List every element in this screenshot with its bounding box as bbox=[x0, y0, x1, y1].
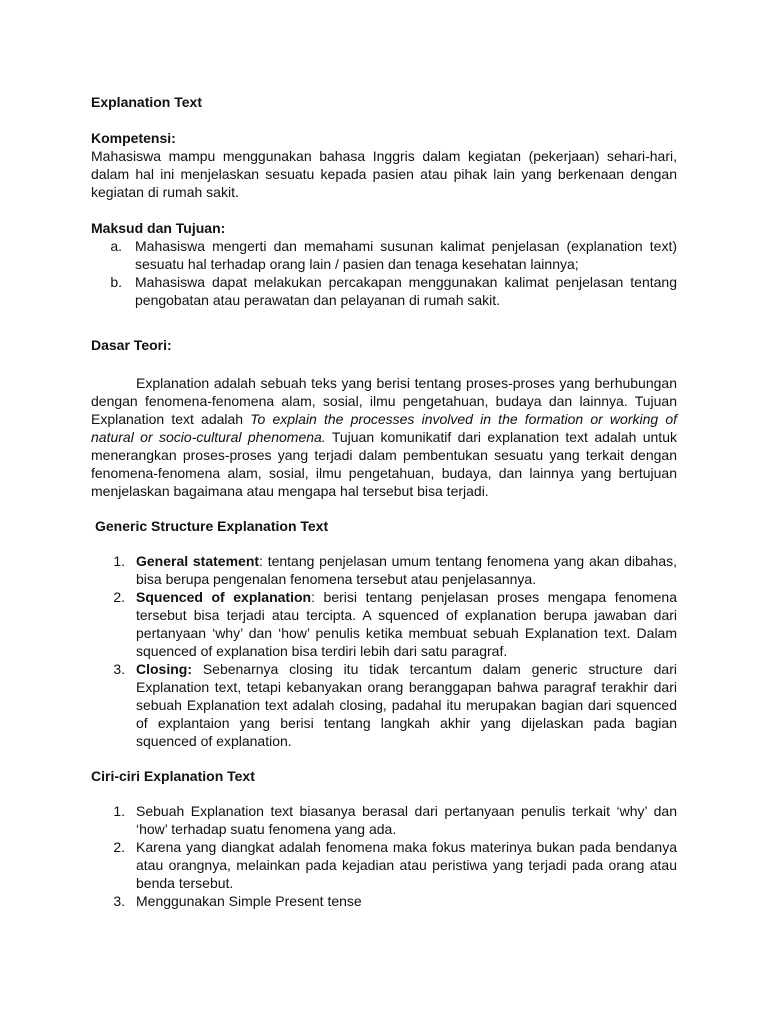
generic-list bbox=[91, 552, 677, 750]
list-item-term: General statement bbox=[136, 553, 260, 569]
list-item bbox=[91, 660, 677, 750]
list-marker: b. bbox=[110, 274, 122, 290]
list-item bbox=[91, 802, 677, 838]
document-page bbox=[91, 93, 677, 910]
list-item-text: Karena yang diangkat adalah fenomena maka fokus materinya bukan pada bendanya atau orangnya, melainkan pada kejadian atau peristiwa yang terjadi pada orang atau benda tersebut. bbox=[136, 839, 677, 891]
list-item bbox=[91, 273, 677, 309]
list-item-text: Sebuah Explanation text biasanya berasal dari pertanyaan penulis terkait ‘why’ dan ‘how’ terhadap suatu fenomena yang ada. bbox=[136, 803, 677, 837]
list-item bbox=[91, 237, 677, 273]
list-item-text: Mahasiswa mengerti dan memahami susunan kalimat penjelasan (explanation text) sesuatu hal terhadap orang lain / pasien dan tenaga kesehatan lainnya; bbox=[135, 238, 677, 272]
dasar-text-part1: Explanation adalah sebuah teks yang berisi tentang proses-proses yang berhubungan dengan fenomena-fenomena alam, sosial, ilmu pengetahuan, budaya dan lainnya. Tujuan Explanation text adalah bbox=[91, 375, 677, 427]
list-item bbox=[91, 552, 677, 588]
list-marker: 3. bbox=[113, 661, 125, 677]
list-item-text: Menggunakan Simple Present tense bbox=[136, 893, 362, 909]
list-marker: 2. bbox=[113, 839, 125, 855]
list-item bbox=[91, 838, 677, 892]
dasar-heading: Dasar Teori: bbox=[91, 337, 172, 353]
kompetensi-heading: Kompetensi: bbox=[91, 130, 176, 146]
list-item bbox=[91, 588, 677, 660]
list-marker: 3. bbox=[113, 893, 125, 909]
list-item-term: Closing: bbox=[136, 661, 192, 677]
list-marker: 1. bbox=[113, 803, 125, 819]
list-marker: 2. bbox=[113, 589, 125, 605]
list-marker: a. bbox=[110, 238, 122, 254]
ciri-heading: Ciri-ciri Explanation Text bbox=[91, 768, 255, 784]
ciri-list bbox=[91, 802, 677, 910]
dasar-paragraph bbox=[91, 374, 677, 500]
list-item-text: Mahasiswa dapat melakukan percakapan menggunakan kalimat penjelasan tentang pengobatan atau perawatan dan pelayanan di rumah sakit. bbox=[135, 274, 677, 308]
list-item-term: Squenced of explanation bbox=[136, 589, 312, 605]
list-item bbox=[91, 892, 677, 910]
list-item-text: berisi tentang penjelasan proses mengapa fenomena tersebut bisa terjadi atau tercipta. A squenced of explanation berupa jawaban dari pertanyaan ‘why’ dan ‘how’ penulis ketika membuat sebuah Explanation text. Dalam squenced of explanation bisa terdiri lebih dari satu paragraf. bbox=[136, 589, 677, 659]
list-item-text: tentang penjelasan umum tentang fenomena yang akan dibahas, bisa berupa pengenalan fenomena tersebut atau penjelasannya. bbox=[136, 553, 677, 587]
list-marker: 1. bbox=[113, 553, 125, 569]
maksud-heading: Maksud dan Tujuan: bbox=[91, 220, 226, 236]
list-item-sep: : bbox=[259, 553, 263, 569]
kompetensi-text: Mahasiswa mampu menggunakan bahasa Inggris dalam kegiatan (pekerjaan) sehari-hari, dalam hal ini menjelaskan sesuatu kepada pasien atau pihak lain yang berkenaan dengan kegiatan di rumah sakit. bbox=[91, 148, 677, 200]
document-title: Explanation Text bbox=[91, 94, 202, 110]
list-item-text: Sebenarnya closing itu tidak tercantum dalam generic structure dari Explanation text, tetapi kebanyakan orang beranggapan bahwa paragraf terakhir dari sebuah Explanation text adalah closing, padahal itu merupakan bagian dari squenced of explantaion yang berisi tentang langkah akhir yang dijelaskan pada bagian squenced of explanation. bbox=[136, 661, 677, 749]
dasar-text-part2: Tujuan komunikatif dari explanation text adalah untuk menerangkan proses-proses yang terjadi dalam pembentukan sesuatu yang terkait dengan fenomena-fenomena alam, sosial, ilmu pengetahuan, budaya, dan lainnya yang bertujuan menjelaskan bagaimana atau mengapa hal tersebut bisa terjadi. bbox=[91, 429, 677, 499]
list-item-sep: : bbox=[311, 589, 315, 605]
maksud-list bbox=[91, 237, 677, 309]
generic-heading: Generic Structure Explanation Text bbox=[95, 518, 329, 534]
dasar-text-italic: To explain the processes involved in the formation or working of natural or socio-cultural phenomena. bbox=[91, 411, 678, 445]
